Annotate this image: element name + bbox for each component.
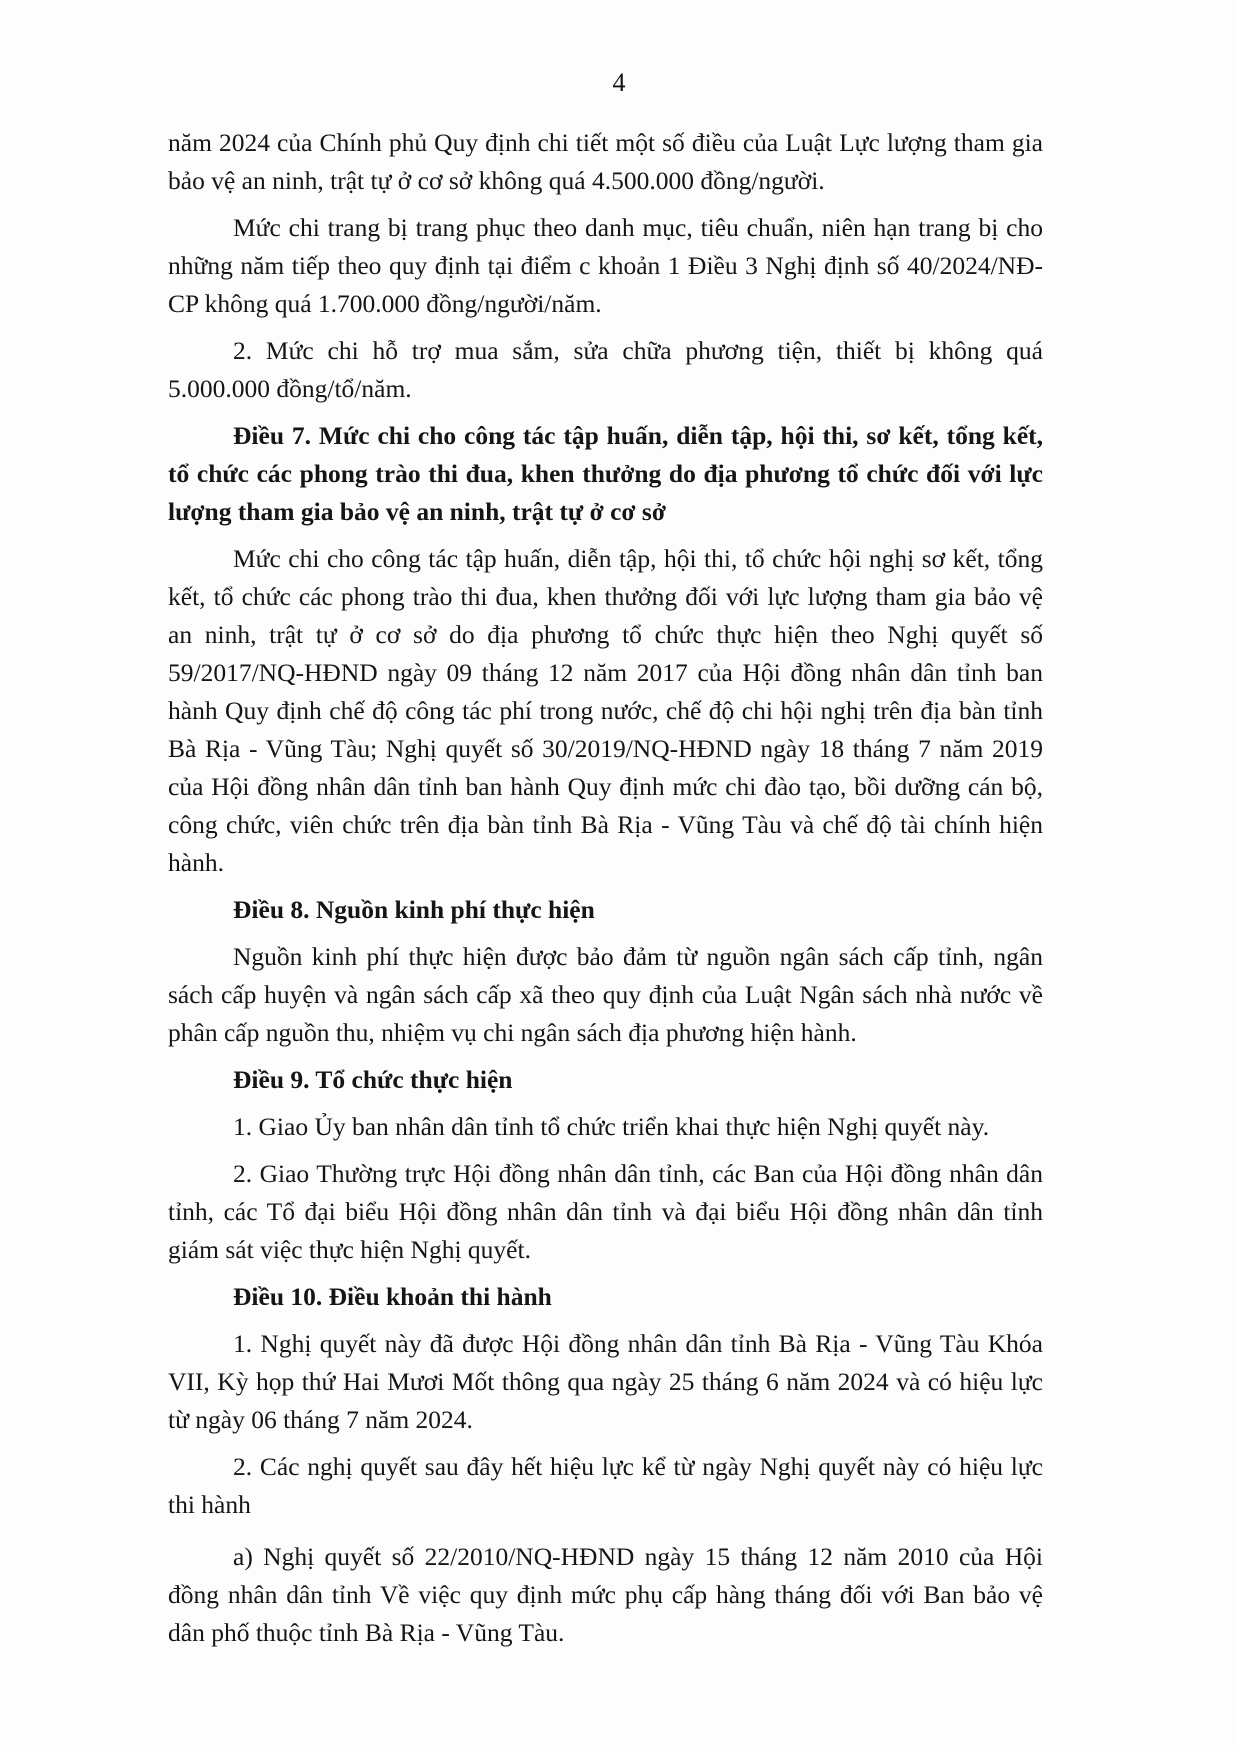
article-8-heading: Điều 8. Nguồn kinh phí thực hiện <box>233 895 595 924</box>
article-8-body: Nguồn kinh phí thực hiện được bảo đảm từ nguồn ngân sách cấp tỉnh, ngân sách cấp huyện và ngân sách cấp xã theo quy định của Luật Ngân sách nhà nước về phân cấp nguồn thu, nhiệm vụ chi ngân sách địa phương hiện hành. <box>168 942 1043 1047</box>
article-9-item-1: 1. Giao Ủy ban nhân dân tỉnh tổ chức triển khai thực hiện Nghị quyết này. <box>233 1112 990 1141</box>
article-10-item-2a: a) Nghị quyết số 22/2010/NQ-HĐND ngày 15 tháng 12 năm 2010 của Hội đồng nhân dân tỉnh Về việc quy định mức phụ cấp hàng tháng đối với Ban bảo vệ dân phố thuộc tỉnh Bà Rịa - Vũng Tàu. <box>168 1542 1043 1647</box>
article-10-item-1: 1. Nghị quyết này đã được Hội đồng nhân dân tỉnh Bà Rịa - Vũng Tàu Khóa VII, Kỳ họp thứ Hai Mươi Mốt thông qua ngày 25 tháng 6 năm 2024 và có hiệu lực từ ngày 06 tháng 7 năm 2024. <box>168 1329 1043 1434</box>
paragraph: năm 2024 của Chính phủ Quy định chi tiết một số điều của Luật Lực lượng tham gia bảo vệ an ninh, trật tự ở cơ sở không quá 4.500.000 đồng/người. <box>168 128 1043 195</box>
article-7-heading: Điều 7. Mức chi cho công tác tập huấn, diễn tập, hội thi, sơ kết, tổng kết, tổ chức các phong trào thi đua, khen thưởng do địa phương tổ chức đối với lực lượng tham gia bảo vệ an ninh, trật tự ở cơ sở <box>168 421 1043 526</box>
article-7-body: Mức chi cho công tác tập huấn, diễn tập, hội thi, tổ chức hội nghị sơ kết, tổng kết, tổ chức các phong trào thi đua, khen thưởng đối với lực lượng tham gia bảo vệ an ninh, trật tự ở cơ sở do địa phương tổ chức thực hiện theo Nghị quyết số 59/2017/NQ-HĐND ngày 09 tháng 12 năm 2017 của Hội đồng nhân dân tỉnh ban hành Quy định chế độ công tác phí trong nước, chế độ chi hội nghị trên địa bàn tỉnh Bà Rịa - Vũng Tàu; Nghị quyết số 30/2019/NQ-HĐND ngày 18 tháng 7 năm 2019 của Hội đồng nhân dân tỉnh ban hành Quy định mức chi đào tạo, bồi dưỡng cán bộ, công chức, viên chức trên địa bàn tỉnh Bà Rịa - Vũng Tàu và chế độ tài chính hiện hành. <box>168 544 1043 877</box>
article-9-item-2: 2. Giao Thường trực Hội đồng nhân dân tỉnh, các Ban của Hội đồng nhân dân tỉnh, các Tổ đại biểu Hội đồng nhân dân tỉnh và đại biểu Hội đồng nhân dân tỉnh giám sát việc thực hiện Nghị quyết. <box>168 1159 1043 1264</box>
article-9-heading: Điều 9. Tổ chức thực hiện <box>233 1065 513 1094</box>
page-number: 4 <box>612 68 626 97</box>
paragraph: Mức chi trang bị trang phục theo danh mục, tiêu chuẩn, niên hạn trang bị cho những năm tiếp theo quy định tại điểm c khoản 1 Điều 3 Nghị định số 40/2024/NĐ-CP không quá 1.700.000 đồng/người/năm. <box>168 213 1043 318</box>
paragraph: 2. Mức chi hỗ trợ mua sắm, sửa chữa phương tiện, thiết bị không quá 5.000.000 đồng/tổ/năm. <box>168 336 1043 403</box>
document-body <box>168 124 1043 1661</box>
article-10-item-2: 2. Các nghị quyết sau đây hết hiệu lực kể từ ngày Nghị quyết này có hiệu lực thi hành <box>168 1452 1043 1519</box>
article-10-heading: Điều 10. Điều khoản thi hành <box>233 1282 552 1311</box>
